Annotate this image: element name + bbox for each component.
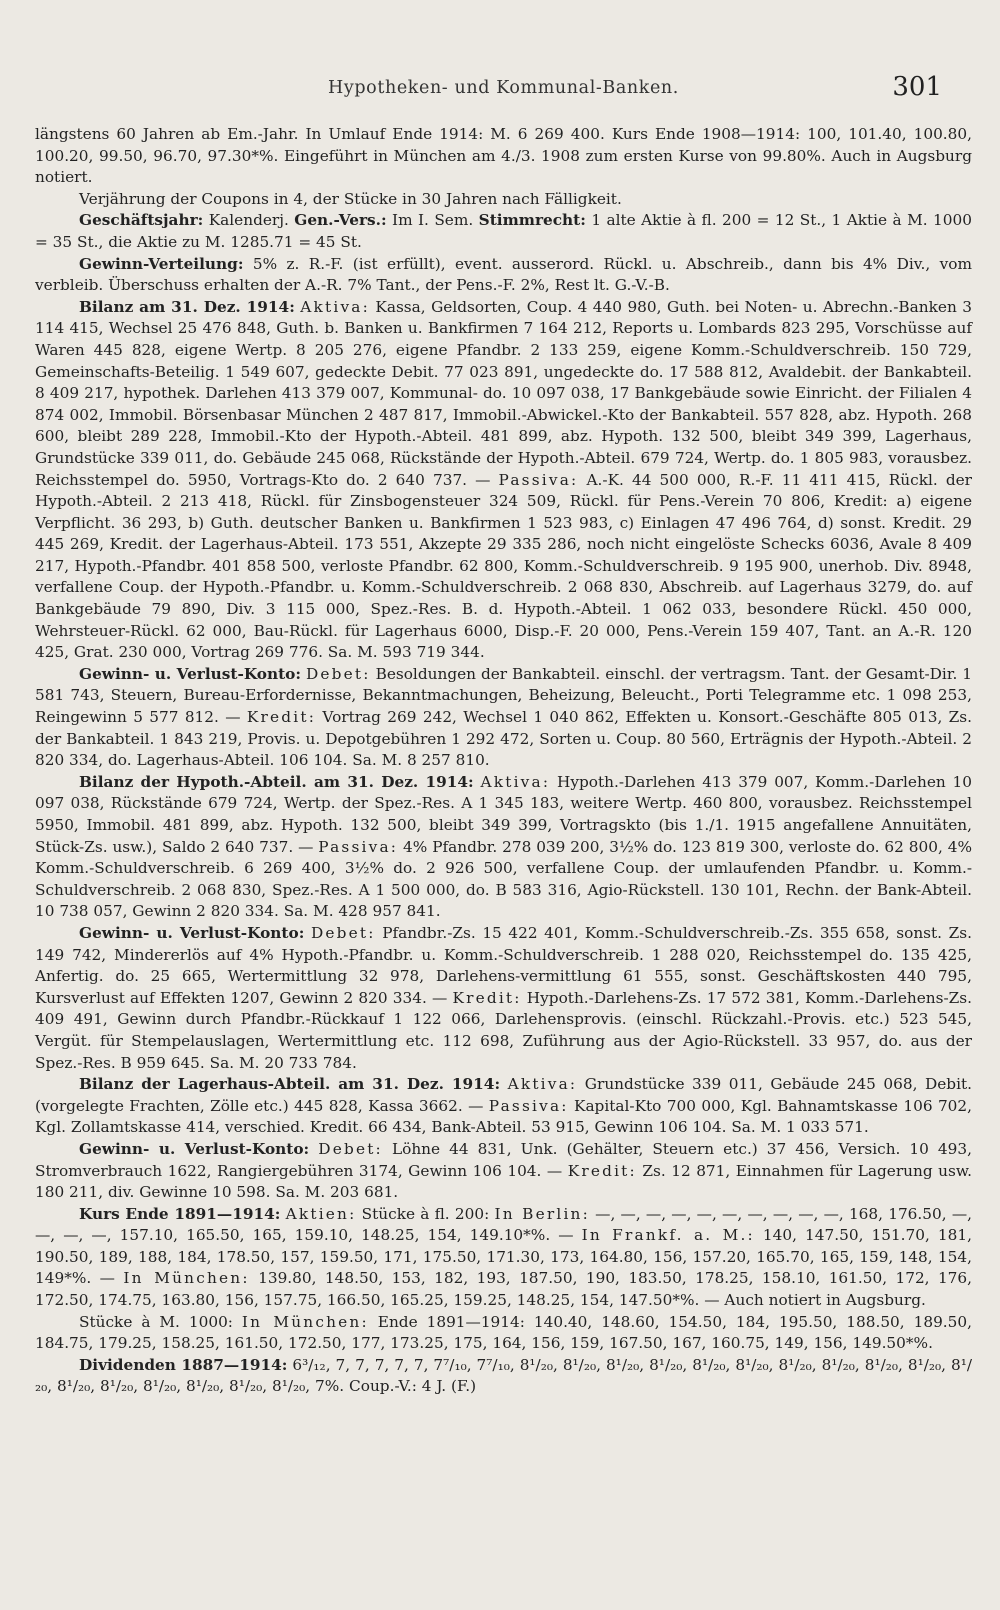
section-heading: Dividenden 1887—1914: [79, 1355, 288, 1374]
paragraph [35, 297, 972, 664]
spaced-label: Aktien: [285, 1204, 357, 1223]
spaced-label: Kredit: [567, 1161, 637, 1180]
body-text [35, 124, 972, 1398]
text-run: 6³/₁₂, 7, 7, 7, 7, 7, 7⁷/₁₀, 7⁷/₁₀, 8¹/₂₀, 8¹/₂₀, 8¹/₂₀, 8¹/₂₀, 8¹/₂₀, 8¹/₂₀, 8¹/₂₀, 8¹/₂₀, 8¹/₂₀, 8¹/₂₀, 8¹/₂₀, 8¹/₂₀, 8¹/₂₀, 8¹/₂₀, 8¹/₂₀, 8¹/₂₀, 8¹/₂₀, 7%. Coup.-V.: 4 J. (F.) [35, 1355, 973, 1396]
text-run [474, 773, 481, 791]
section-heading: Gen.-Vers.: [294, 211, 387, 230]
paragraph [35, 772, 972, 923]
text-run: Hypoth.-Darlehen 413 379 007, Komm.-Darlehen 10 097 038, Rückstände 679 724, Wertp. der Spez.-Res. A 1 345 183, weitere Wertp. 460 800, vorausbez. Reichsstempel 5950, Immobil. 481 899, abz. Hypoth. 132 500, bleibt 349 399, Vortragskto (bis 1./1. 1915 angefallene Annuitäten, Stück-Zs. usw.), Saldo 2 640 737. — [35, 772, 972, 856]
paragraph [35, 210, 972, 253]
section-heading: Bilanz am 31. Dez. 1914: [79, 297, 295, 316]
section-heading: Gewinn- u. Verlust-Konto: [79, 923, 305, 942]
spaced-label: In München: [123, 1269, 250, 1288]
spaced-label: Kredit: [246, 708, 317, 727]
text-run: 140, 147.50, 151.70, 181, 190.50, 189, 188, 184, 178.50, 157, 159.50, 171, 175.50, 171.30, 173, 164.80, 156, 157.20, 165.70, 165, 159, 148, 154, 149*%. — [35, 1226, 972, 1288]
spaced-label: Passiva: [318, 837, 399, 856]
spaced-label: Aktiva: [300, 297, 370, 316]
paragraph [35, 124, 972, 189]
running-head: Hypotheken- und Kommunal-Banken. [328, 78, 679, 98]
paragraph [35, 923, 972, 1074]
text-run: Verjährung der Coupons in 4, der Stücke in 30 Jahren nach Fälligkeit. [79, 189, 622, 208]
paragraph [35, 1204, 972, 1312]
page-header [35, 72, 972, 112]
section-heading: Geschäftsjahr: [79, 211, 204, 230]
section-heading: Stimmrecht: [478, 211, 586, 230]
spaced-label: In München: [241, 1312, 369, 1331]
spaced-label: Passiva: [488, 1096, 569, 1115]
text-run: Löhne 44 831, Unk. (Gehälter, Steuern etc.) 37 456, Versich. 10 493, Stromverbrauch 1622, Rangiergebühren 3174, Gewinn 106 104. — [35, 1139, 972, 1180]
spaced-label: Debet: [305, 664, 371, 683]
spaced-label: Aktiva: [480, 772, 551, 791]
text-run: 4% Pfandbr. 278 039 200, 3½% do. 123 819 300, verloste do. 62 800, 4% Komm.-Schuldverschreib. 6 269 400, 3½% do. 2 926 500, verfallene Coup. der umlaufenden Pfandbr. u. Komm.-Schuldverschreib. 2 068 830, Spez.-Res. A 1 500 000, do. B 583 316, Agio-Rückstell. 130 101, Rechn. der Bank-Abteil. 10 738 057, Gewinn 2 820 334. Sa. M. 428 957 841. [35, 837, 973, 921]
text-run: Ende 1891—1914: 140.40, 148.60, 154.50, 184, 195.50, 188.50, 189.50, 184.75, 179.25, 158.25, 161.50, 172.50, 177, 173.25, 175, 164, 156, 159, 167.50, 167, 160.75, 149, 156, 149.50*%. [35, 1312, 972, 1353]
text-run: 5% z. R.-F. (ist erfüllt), event. ausserord. Rückl. u. Abschreib., dann bis 4% Div., vom verbleib. Überschuss erhalten der A.-R. 7% Tant., der Pens.-F. 2%, Rest lt. G.-V.-B. [35, 254, 972, 295]
spaced-label: Kredit: [452, 988, 522, 1007]
text-run: 139.80, 148.50, 153, 182, 193, 187.50, 190, 183.50, 178.25, 158.10, 161.50, 172, 176, 172.50, 174.75, 163.80, 156, 157.75, 166.50, 165.25, 159.25, 148.25, 154, 147.50*%. — Auch notiert in Augsburg. [35, 1269, 972, 1310]
section-heading: Gewinn- u. Verlust-Konto: [79, 1139, 310, 1158]
section-heading: Bilanz der Hypoth.-Abteil. am 31. Dez. 1914: [79, 772, 474, 791]
paragraph [35, 254, 972, 297]
text-run: Hypoth.-Darlehens-Zs. 17 572 381, Komm.-Darlehens-Zs. 409 491, Gewinn durch Pfandbr.-Rückkauf 1 122 066, Darlehensprovis. (einschl. Rückzahl.-Provis. etc.) 523 545, Vergüt. für Stempelauslagen, Wertermittlung etc. 112 698, Zuführung aus der Agio-Rückstell. 33 957, do. aus der Spez.-Res. B 959 645. Sa. M. 20 733 784. [35, 988, 972, 1072]
paragraph [35, 189, 972, 211]
paragraph [35, 1074, 972, 1139]
paragraph [35, 1312, 972, 1355]
text-run: Kassa, Geldsorten, Coup. 4 440 980, Guth. bei Noten- u. Abrechn.-Banken 3 114 415, Wechsel 25 476 848, Guth. b. Banken u. Bankfirmen 7 164 212, Reports u. Lombards 823 295, Vorschüsse auf Waren 445 828, eigene Wertp. 8 205 276, eigene Pfandbr. 2 133 259, eigene Komm.-Schuldverschreib. 150 729, Gemeinschafts-Beteilig. 1 549 607, gedeckte Debit. 77 023 891, ungedeckte do. 17 588 812, Avaldebit. der Bankabteil. 8 409 217, hypothek. Darlehen 413 379 007, Kommunal- do. 10 097 038, 17 Bankgebäude sowie Einricht. der Filialen 4 874 002, Immobil. Börsenbasar München 2 487 817, Immobil.-Abwickel.-Kto der Bankabteil. 557 828, abz. Hypoth. 268 600, bleibt 289 228, Immobil.-Kto der Hypoth.-Abteil. 481 899, abz. Hypoth. 132 500, bleibt 349 399, Lagerhaus, Grundstücke 339 011, do. Gebäude 245 068, Rückstände der Hypoth.-Abteil. 679 724, Wertp. do. 1 805 983, vorausbez. Reichsstempel do. 5950, Vortrags-Kto do. 2 640 737. — [35, 297, 972, 489]
text-run: längstens 60 Jahren ab Em.-Jahr. In Umlauf Ende 1914: M. 6 269 400. Kurs Ende 1908—1914: 100, 101.40, 100.80, 100.20, 99.50, 96.70, 97.30*%. Eingeführt in München am 4./3. 1908 zum ersten Kurse von 99.80%. Auch in Augsburg notiert. [35, 125, 972, 187]
paragraph [35, 664, 972, 772]
text-run: A.-K. 44 500 000, R.-F. 11 411 415, Rückl. der Hypoth.-Abteil. 2 213 418, Rückl. für Zinsbogensteuer 324 509, Rückl. für Pens.-Verein 70 806, Kredit: a) eigene Verpflicht. 36 293, b) Guth. deutscher Banken u. Bankfirmen 1 523 983, c) Einlagen 47 496 764, d) sonst. Kredit. 29 445 269, Kredit. der Lagerhaus-Abteil. 173 551, Akzepte 29 335 286, noch nicht eingelöste Schecks 6036, Avale 8 409 217, Hypoth.-Pfandbr. 401 858 500, verloste Pfandbr. 62 800, Komm.-Schuldverschreib. 9 195 900, unerhob. Div. 8948, verfallene Coup. der Hypoth.-Pfandbr. u. Komm.-Schuldverschreib. 2 068 830, Abschreib. auf Lagerhaus 3279, do. auf Bankgebäude 79 890, Div. 3 115 000, Spez.-Res. B. d. Hypoth.-Abteil. 1 062 033, besondere Rückl. 450 000, Wehrsteuer-Rückl. 62 000, Bau-Rückl. für Lagerhaus 6000, Disp.-F. 20 000, Pens.-Verein 159 407, Tant. an A.-R. 120 425, Grat. 230 000, Vortrag 269 776. Sa. M. 593 719 344. [35, 470, 972, 662]
spaced-label: Debet: [318, 1139, 383, 1158]
spaced-label: In Berlin: [494, 1204, 590, 1223]
text-run: Kapital-Kto 700 000, Kgl. Bahnamtskasse 106 702, Kgl. Zollamtskasse 414, verschied. Kredit. 66 434, Bank-Abteil. 53 915, Gewinn 106 104. Sa. M. 1 033 571. [35, 1096, 973, 1137]
paragraph [35, 1355, 972, 1398]
text-run: Stücke à M. 1000: [79, 1312, 242, 1331]
spaced-label: Aktiva: [507, 1075, 578, 1094]
text-run: 1 alte Aktie à fl. 200 = 12 St., 1 Aktie à M. 1000 = 35 St., die Aktie zu M. 1285.71 = 45 St. [35, 211, 972, 251]
text-run [500, 1075, 508, 1093]
text-run: Vortrag 269 242, Wechsel 1 040 862, Effekten u. Konsort.-Geschäfte 805 013, Zs. der Bankabteil. 1 843 219, Provis. u. Depotgebühren 1 292 472, Sorten u. Coup. 80 560, Erträgnis der Hypoth.-Abteil. 2 820 334, do. Lagerhaus-Abteil. 106 104. Sa. M. 8 257 810. [35, 708, 973, 770]
section-heading: Gewinn- u. Verlust-Konto: [79, 664, 302, 683]
text-run: Besoldungen der Bankabteil. einschl. der vertragsm. Tant. der Gesamt-Dir. 1 581 743, Steuern, Bureau-Erfordernisse, Bekanntmachungen, Beheizung, Beleucht., Porti Telegramme etc. 1 098 253, Reingewinn 5 577 812. — [35, 664, 972, 727]
text-run: Zs. 12 871, Einnahmen für Lagerung usw. 180 211, div. Gewinne 10 598. Sa. M. 203 681. [35, 1161, 972, 1202]
text-run: Grundstücke 339 011, Gebäude 245 068, Debit. (vorgelegte Frachten, Zölle etc.) 445 828, Kassa 3662. — [35, 1075, 972, 1115]
text-run: —, —, —, —, —, —, —, —, —, —, 168, 176.50, —, —, —, —, 157.10, 165.50, 165, 159.10, 148.25, 154, 149.10*%. — [35, 1204, 972, 1245]
section-heading: Kurs Ende 1891—1914: [79, 1204, 281, 1223]
text-run: Stücke à fl. 200: [356, 1204, 495, 1223]
text-run: Kalenderj. [203, 211, 295, 230]
page-number: 301 [892, 72, 942, 102]
paragraph [35, 1139, 972, 1204]
spaced-label: Passiva: [498, 470, 579, 489]
spaced-label: Debet: [310, 923, 376, 942]
section-heading: Gewinn-Verteilung: [79, 254, 244, 273]
text-run [304, 924, 311, 942]
text-run: Pfandbr.-Zs. 15 422 401, Komm.-Schuldverschreib.-Zs. 355 658, sonst. Zs. 149 742, Mindererlös auf 4% Hypoth.-Pfandbr. u. Komm.-Schuldverschreib. 1 288 020, Reichsstempel do. 135 425, Anfertig. do. 25 665, Wertermittlung 32 978, Darlehens-vermittlung 61 555, sonst. Geschäftskosten 440 795, Kursverlust auf Effekten 1207, Gewinn 2 820 334. — [35, 923, 972, 1007]
section-heading: Bilanz der Lagerhaus-Abteil. am 31. Dez. 1914: [79, 1075, 501, 1094]
text-run [309, 1140, 318, 1158]
text-run: Im I. Sem. [386, 211, 479, 230]
spaced-label: In Frankf. a. M.: [581, 1226, 755, 1245]
